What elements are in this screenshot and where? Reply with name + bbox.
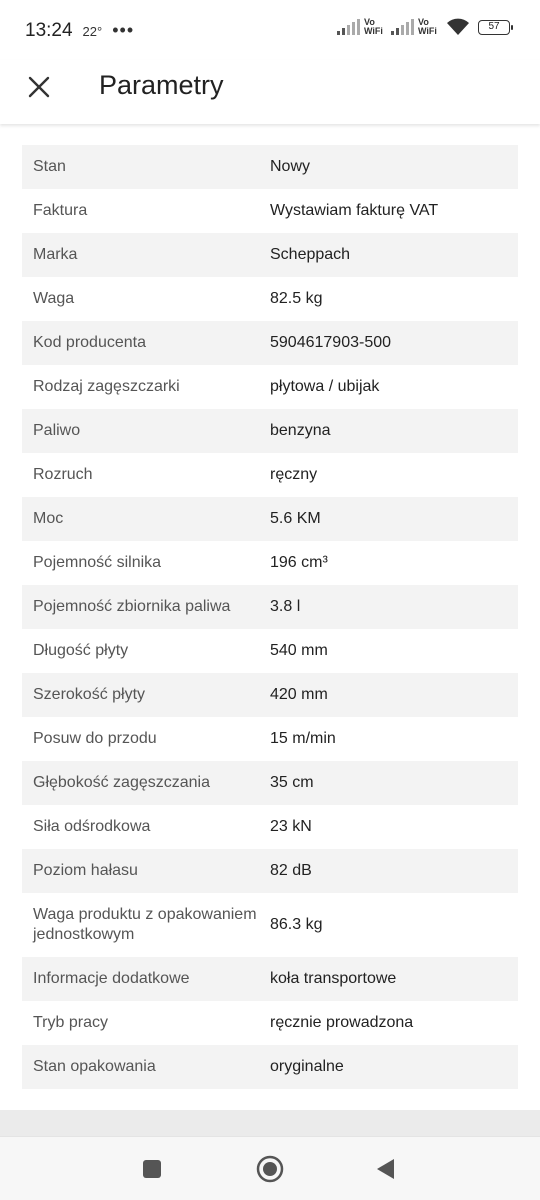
param-label: Waga bbox=[33, 290, 75, 307]
param-row bbox=[22, 233, 518, 277]
battery-icon: 57 bbox=[478, 20, 510, 35]
param-row bbox=[22, 717, 518, 761]
triangle-back-icon bbox=[374, 1157, 398, 1181]
param-value: 5904617903-500 bbox=[270, 334, 392, 351]
param-label: Długość płyty bbox=[33, 642, 129, 659]
param-label: Poziom hałasu bbox=[33, 862, 138, 879]
param-label: Informacje dodatkowe bbox=[33, 970, 190, 987]
param-label: Szerokość płyty bbox=[33, 686, 146, 703]
param-label: Kod producenta bbox=[33, 334, 146, 351]
param-label: Paliwo bbox=[33, 422, 81, 439]
status-bar bbox=[0, 0, 540, 60]
close-button[interactable] bbox=[22, 70, 56, 104]
home-button[interactable] bbox=[252, 1151, 288, 1187]
param-row bbox=[22, 145, 518, 189]
param-row bbox=[22, 1001, 518, 1045]
param-value: płytowa / ubijak bbox=[270, 378, 380, 395]
param-row bbox=[22, 1045, 518, 1089]
vowifi-icon: Vo WiFi bbox=[418, 17, 437, 36]
circle-icon bbox=[255, 1154, 285, 1184]
param-row bbox=[22, 541, 518, 585]
param-value: 3.8 l bbox=[270, 598, 301, 615]
signal-icon bbox=[336, 19, 360, 35]
param-value: benzyna bbox=[270, 422, 331, 439]
param-label: Tryb pracy bbox=[33, 1014, 108, 1031]
page-title: Parametry bbox=[99, 70, 224, 100]
param-label: Siła odśrodkowa bbox=[33, 818, 151, 835]
params-table bbox=[22, 145, 518, 1089]
param-row bbox=[22, 409, 518, 453]
param-value: Scheppach bbox=[270, 246, 351, 263]
param-value: koła transportowe bbox=[270, 970, 397, 987]
square-icon bbox=[141, 1158, 163, 1180]
footer-divider bbox=[0, 1110, 540, 1136]
param-row bbox=[22, 957, 518, 1001]
param-value: 86.3 kg bbox=[270, 916, 323, 933]
param-label: Marka bbox=[33, 246, 78, 263]
param-label: Waga produktu z opakowaniem jednostkowym bbox=[33, 906, 257, 943]
param-row bbox=[22, 585, 518, 629]
param-label: Rozruch bbox=[33, 466, 93, 483]
back-button[interactable] bbox=[368, 1151, 404, 1187]
param-value: 196 cm³ bbox=[270, 554, 328, 571]
param-row bbox=[22, 761, 518, 805]
close-icon bbox=[28, 76, 50, 98]
param-row bbox=[22, 673, 518, 717]
param-row bbox=[22, 321, 518, 365]
header bbox=[0, 60, 540, 124]
param-label: Stan opakowania bbox=[33, 1058, 156, 1075]
param-row bbox=[22, 277, 518, 321]
param-row bbox=[22, 189, 518, 233]
param-row bbox=[22, 365, 518, 409]
param-value: oryginalne bbox=[270, 1058, 344, 1075]
status-more-icon: ••• bbox=[112, 20, 135, 40]
recents-button[interactable] bbox=[134, 1151, 170, 1187]
param-label: Pojemność zbiornika paliwa bbox=[33, 598, 231, 615]
param-value: 420 mm bbox=[270, 686, 328, 703]
param-row bbox=[22, 497, 518, 541]
status-temperature: 22° bbox=[82, 24, 103, 39]
param-value: 23 kN bbox=[270, 818, 312, 835]
wifi-icon bbox=[446, 18, 470, 36]
param-value: ręczny bbox=[270, 466, 318, 483]
param-value: 15 m/min bbox=[270, 730, 336, 747]
param-value: ręcznie prowadzona bbox=[270, 1014, 414, 1031]
param-value: 82.5 kg bbox=[270, 290, 323, 307]
param-label: Pojemność silnika bbox=[33, 554, 162, 571]
param-row bbox=[22, 453, 518, 497]
param-value: Wystawiam fakturę VAT bbox=[270, 202, 439, 219]
vowifi-icon: Vo WiFi bbox=[364, 17, 383, 36]
param-label: Stan bbox=[33, 158, 66, 175]
param-value: 82 dB bbox=[270, 862, 312, 879]
param-row bbox=[22, 893, 518, 957]
param-value: 35 cm bbox=[270, 774, 314, 791]
param-value: Nowy bbox=[270, 158, 311, 175]
param-label: Rodzaj zagęszczarki bbox=[33, 378, 180, 395]
system-nav-bar bbox=[0, 1136, 540, 1200]
status-time: 13:24 bbox=[25, 20, 73, 41]
signal-icon bbox=[390, 19, 414, 35]
param-row bbox=[22, 805, 518, 849]
param-row bbox=[22, 849, 518, 893]
param-label: Moc bbox=[33, 510, 64, 527]
param-label: Głębokość zagęszczania bbox=[33, 774, 210, 791]
param-value: 5.6 KM bbox=[270, 510, 321, 527]
param-value: 540 mm bbox=[270, 642, 328, 659]
param-label: Faktura bbox=[33, 202, 88, 219]
param-row bbox=[22, 629, 518, 673]
param-label: Posuw do przodu bbox=[33, 730, 157, 747]
